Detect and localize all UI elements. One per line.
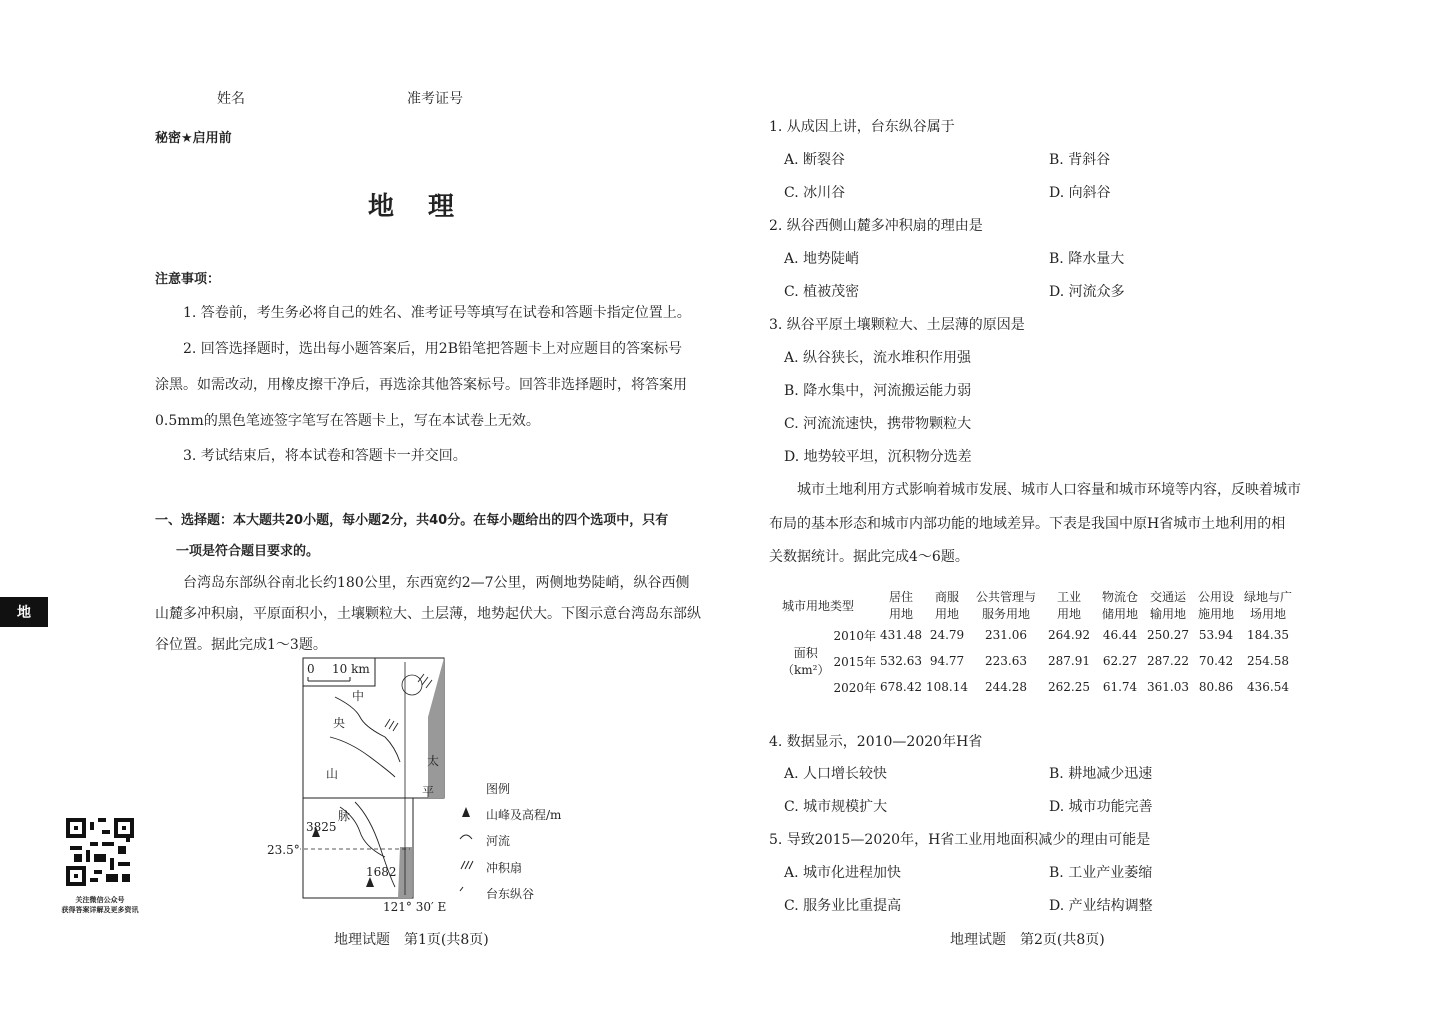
table-cell: 24.79 [929, 628, 965, 642]
table-cell: 254.58 [1247, 654, 1290, 668]
table-cell: 80.86 [1198, 680, 1234, 694]
table-header [924, 588, 970, 622]
row-label-line: 面积 [793, 646, 818, 660]
header-line: 公用设 [1198, 590, 1235, 604]
table-cell: 264.92 [1048, 628, 1091, 642]
table-cell: 532.63 [880, 654, 923, 668]
table-cell: 262.25 [1048, 680, 1091, 694]
note-2-cont2: 0.5mm的黑色笔迹签字笔写在答题卡上，写在本试卷上无效。 [155, 413, 540, 429]
row-group-label [780, 622, 831, 700]
q5-stem: 5. 导致2015—2020年，H省工业用地面积减少的理由可能是 [769, 832, 1151, 848]
q2-stem: 2. 纵谷西侧山麓多冲积扇的理由是 [769, 218, 983, 234]
table-cell: 46.44 [1102, 628, 1138, 642]
legend-valley: 台东纵谷 [486, 887, 535, 901]
legend-river: 河流 [486, 834, 511, 848]
scale-zero: 0 [307, 662, 315, 676]
q2-option-c: C. 植被茂密 [784, 284, 860, 300]
peak-1-label: 3825 [306, 820, 337, 834]
q4-stem: 4. 数据显示，2010—2020年H省 [769, 734, 983, 750]
right-page [722, 0, 1444, 1029]
passage2-line-2: 布局的基本形态和城市内部功能的地域差异。下表是我国中原H省城市土地利用的相 [769, 516, 1286, 532]
header-line: 居住 [889, 590, 914, 604]
header-line: 绿地与广 [1244, 590, 1293, 604]
table-header [1144, 588, 1192, 622]
passage2-line-3: 关数据统计。据此完成4～6题。 [769, 549, 969, 565]
qr-caption-1: 关注微信公众号 [75, 896, 125, 904]
table-cell: 70.42 [1198, 654, 1234, 668]
q3-option-d: D. 地势较平坦，沉积物分选差 [784, 449, 972, 465]
table-header-row [780, 588, 1296, 622]
label-ping: 平 [422, 785, 435, 799]
header-line: 物流仓 [1102, 590, 1139, 604]
q2-option-a: A. 地势陡峭 [784, 251, 860, 267]
section-title: 一、选择题：本大题共20小题，每小题2分，共40分。在每小题给出的四个选项中，只有 [155, 513, 669, 528]
table-header [1042, 588, 1096, 622]
header-line: 商服 [935, 590, 960, 604]
header-line: 用地 [1057, 607, 1082, 621]
section-title-cont: 一项是符合题目要求的。 [176, 544, 320, 559]
name-label: 姓名 [217, 91, 245, 107]
ticket-label: 准考证号 [407, 91, 463, 107]
table-row [780, 648, 1296, 674]
qr-caption-2: 获得答案详解及更多资讯 [61, 906, 139, 914]
q3-stem: 3. 纵谷平原土壤颗粒大、土层薄的原因是 [769, 317, 1025, 333]
q5-option-b: B. 工业产业萎缩 [1049, 865, 1153, 881]
table-row [780, 674, 1296, 700]
header-line: 储用地 [1102, 607, 1139, 621]
notes-title: 注意事项： [155, 272, 221, 287]
q5-option-c: C. 服务业比重提高 [784, 898, 902, 914]
latitude-label: 23.5° [267, 843, 300, 857]
table-cell: 184.35 [1247, 628, 1290, 642]
passage-line-3: 谷位置。据此完成1～3题。 [155, 637, 327, 653]
table-cell: 250.27 [1147, 628, 1190, 642]
table-cell: 361.03 [1147, 680, 1190, 694]
table-cell: 287.22 [1147, 654, 1190, 668]
table-cell: 431.48 [880, 628, 923, 642]
header-line: 用地 [889, 607, 914, 621]
table-header [1096, 588, 1144, 622]
q4-option-b: B. 耕地减少迅速 [1049, 766, 1153, 782]
q2-option-b: B. 降水量大 [1049, 251, 1125, 267]
scale-ten: 10 km [332, 662, 370, 676]
passage2-line-1: 城市土地利用方式影响着城市发展、城市人口容量和城市环境等内容，反映着城市 [797, 482, 1301, 498]
qr-code [66, 818, 134, 886]
table-header [970, 588, 1042, 622]
table-cell: 244.28 [985, 680, 1028, 694]
subject-side-tab: 地 [0, 597, 48, 627]
paper-title: 地理 [368, 192, 489, 222]
header-line: 输用地 [1150, 607, 1187, 621]
peak-2-label: 1682 [366, 865, 397, 879]
row-year: 2015年 [833, 654, 877, 669]
table-cell: 678.42 [880, 680, 923, 694]
q5-option-a: A. 城市化进程加快 [784, 865, 902, 881]
label-yang: 央 [333, 716, 346, 730]
note-2: 2. 回答选择题时，选出每小题答案后，用2B铅笔把答题卡上对应题目的答案标号 [183, 341, 683, 357]
note-1: 1. 答卷前，考生务必将自己的姓名、准考证号等填写在试卷和答题卡指定位置上。 [183, 305, 691, 321]
row-label-line: （km²） [782, 663, 830, 677]
label-tai: 太 [427, 754, 440, 768]
table-row [780, 622, 1296, 648]
table-cell: 53.94 [1198, 628, 1234, 642]
page-footer-1: 地理试题 第1页(共8页) [334, 932, 489, 948]
table-cell: 287.91 [1048, 654, 1091, 668]
page-footer-2: 地理试题 第2页(共8页) [950, 932, 1105, 948]
header-line: 公共管理与 [976, 590, 1037, 604]
note-3: 3. 考试结束后，将本试卷和答题卡一并交回。 [183, 448, 467, 464]
q1-option-b: B. 背斜谷 [1049, 152, 1111, 168]
q2-option-d: D. 河流众多 [1049, 284, 1125, 300]
header-line: 场用地 [1250, 607, 1287, 621]
header-line: 施用地 [1198, 607, 1235, 621]
note-2-cont: 涂黑。如需改动，用橡皮擦干净后，再选涂其他答案标号。回答非选择题时，将答案用 [155, 377, 687, 393]
valley-map [267, 657, 600, 914]
legend-title: 图例 [486, 782, 511, 796]
table-header [1192, 588, 1240, 622]
q4-option-d: D. 城市功能完善 [1049, 799, 1153, 815]
label-zhong: 中 [352, 689, 365, 703]
q3-option-b: B. 降水集中，河流搬运能力弱 [784, 383, 972, 399]
header-line: 工业 [1057, 590, 1082, 604]
table-corner: 城市用地类型 [782, 598, 855, 613]
label-mai: 脉 [338, 809, 351, 823]
q1-option-a: A. 断裂谷 [784, 152, 846, 168]
q1-option-c: C. 冰川谷 [784, 185, 846, 201]
header-line: 交通运 [1150, 590, 1187, 604]
land-use-table [780, 588, 1296, 700]
longitude-label: 121° 30′ E [383, 900, 447, 914]
row-year: 2010年 [833, 628, 877, 643]
table-header [878, 588, 924, 622]
table-cell: 61.74 [1102, 680, 1138, 694]
table-cell: 62.27 [1102, 654, 1138, 668]
row-year: 2020年 [833, 680, 877, 695]
q4-option-c: C. 城市规模扩大 [784, 799, 888, 815]
map-drawing [300, 657, 600, 907]
secret-mark: 秘密★启用前 [155, 131, 232, 146]
q3-option-a: A. 纵谷狭长，流水堆积作用强 [784, 350, 972, 366]
table-cell: 223.63 [985, 654, 1028, 668]
table-cell: 436.54 [1247, 680, 1290, 694]
table-cell: 231.06 [985, 628, 1028, 642]
legend-fan: 冲积扇 [486, 861, 523, 875]
q3-option-c: C. 河流流速快，携带物颗粒大 [784, 416, 972, 432]
q1-option-d: D. 向斜谷 [1049, 185, 1111, 201]
header-line: 服务用地 [982, 607, 1031, 621]
table-header [1240, 588, 1296, 622]
qr-code-image [66, 818, 134, 886]
table-cell: 108.14 [926, 680, 969, 694]
table-cell: 94.77 [929, 654, 965, 668]
q1-stem: 1. 从成因上讲，台东纵谷属于 [769, 119, 955, 135]
label-shan: 山 [326, 767, 339, 781]
q5-option-d: D. 产业结构调整 [1049, 898, 1153, 914]
passage-line-2: 山麓多冲积扇，平原面积小，土壤颗粒大、土层薄，地势起伏大。下图示意台湾岛东部纵 [155, 606, 701, 622]
header-line: 用地 [935, 607, 960, 621]
passage-line-1: 台湾岛东部纵谷南北长约180公里，东西宽约2—7公里，两侧地势陡峭，纵谷西侧 [183, 575, 690, 591]
legend-peak: 山峰及高程/m [486, 808, 562, 822]
q4-option-a: A. 人口增长较快 [784, 766, 888, 782]
